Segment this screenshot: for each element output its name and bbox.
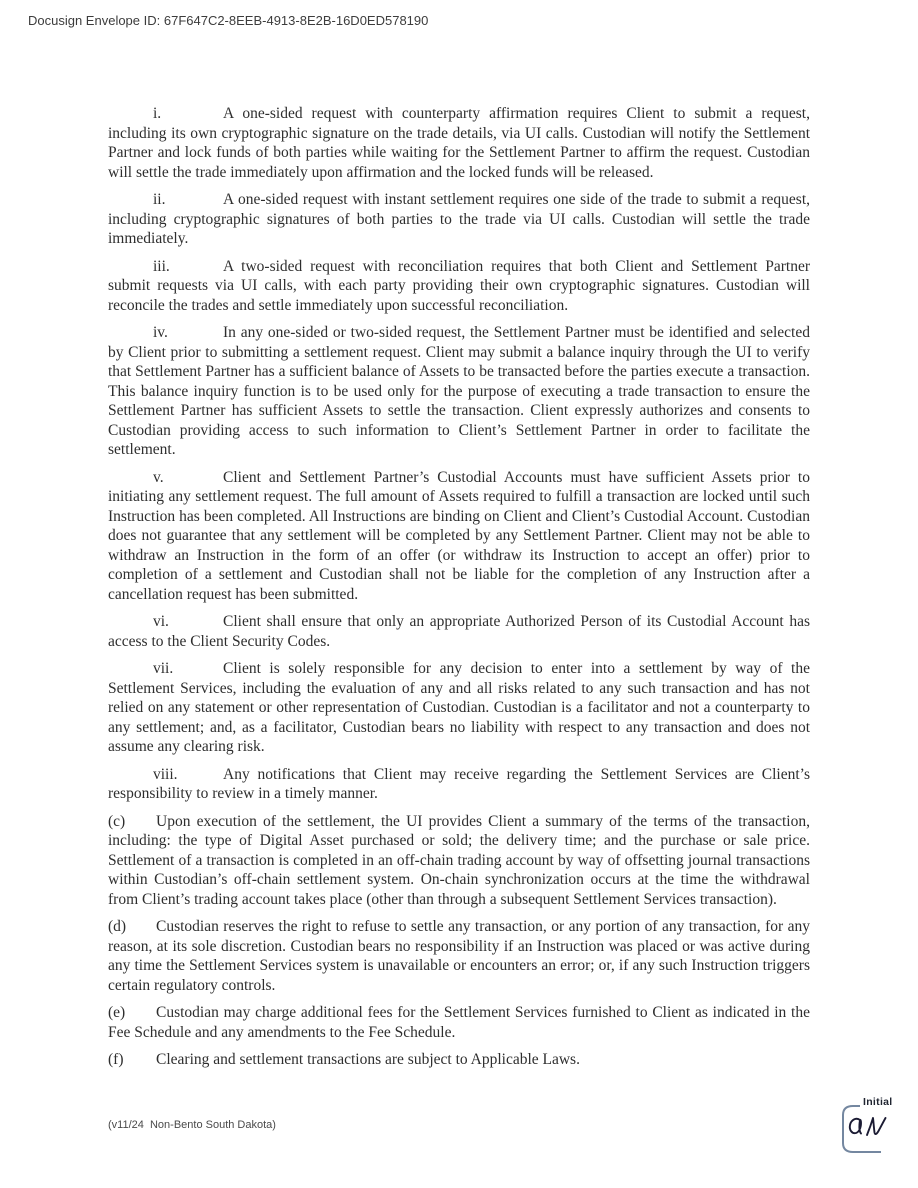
clause-text: A one-sided request with instant settlement requires one side of the trade to submit a request, including cryptographic signatures of both parties to the trade via UI calls. Custodian will settle the trade immediately.	[108, 191, 810, 247]
clause-text: In any one-sided or two-sided request, the Settlement Partner must be identified and selected by Client prior to submitting a settlement request. Client may submit a balance inquiry through the UI to verify that Settlement Partner has a sufficient balance of Assets to be transacted before the parties execute a transaction. This balance inquiry function is to be used only for the purpose of executing a trade transaction to ensure the Settlement Partner has sufficient Assets to settle the transaction. Client expressly authorizes and consents to Custodian providing access to such information to Client’s Settlement Partner in order to facilitate the settlement.	[108, 324, 810, 458]
document-version-footer: (v11/24 Non-Bento South Dakota)	[108, 1119, 276, 1131]
clause-marker: (c)	[108, 812, 126, 830]
clause-text: Custodian may charge additional fees for the Settlement Services furnished to Client as indicated in the Fee Schedule and any amendments to the Fee Schedule.	[108, 1004, 810, 1041]
clause-marker: v.	[153, 468, 164, 486]
clause-d	[108, 917, 810, 995]
clause-iv	[108, 323, 810, 460]
clause-text: Client shall ensure that only an appropriate Authorized Person of its Custodial Account has access to the Client Security Codes.	[108, 613, 810, 650]
clause-text: A one-sided request with counterparty affirmation requires Client to submit a request, including its own cryptographic signature on the trade details, via UI calls. Custodian will notify the Settlement Partner and lock funds of both parties while waiting for the Settlement Partner to affirm the request. Custodian will settle the trade immediately upon affirmation and the locked funds will be released.	[108, 105, 810, 181]
clause-text: Clearing and settlement transactions are subject to Applicable Laws.	[156, 1051, 580, 1068]
initial-tab-label: Initial	[863, 1096, 893, 1108]
clause-marker: (d)	[108, 918, 127, 935]
clause-vii	[108, 659, 810, 757]
initial-tab[interactable]	[840, 1096, 918, 1160]
docusign-envelope-id: Docusign Envelope ID: 67F647C2-8EEB-4913-8E2B-16D0ED578190	[28, 13, 429, 28]
clause-text: Client is solely responsible for any decision to enter into a settlement by way of the Settlement Services, including the evaluation of any and all risks related to any such transaction and has not relied on any statement or other representation of Custodian. Custodian is a facilitator and not a counterparty to any settlement; and, as a facilitator, Custodian bears no liability with respect to any transaction and does not assume any clearing risk.	[108, 660, 810, 755]
clause-i	[108, 104, 810, 182]
clause-marker: i.	[153, 105, 162, 122]
clause-text: A two-sided request with reconciliation requires that both Client and Settlement Partner submit requests via UI calls, with each party providing their own cryptographic signatures. Custodian will reconcile the trades and settle immediately upon successful reconciliation.	[108, 257, 810, 314]
clause-f	[108, 1050, 810, 1070]
clause-marker: vii.	[153, 660, 174, 677]
handwritten-initials	[846, 1110, 892, 1148]
clause-e	[108, 1003, 810, 1042]
clause-marker: iii.	[153, 257, 170, 275]
clause-v	[108, 468, 810, 605]
document-body	[108, 104, 810, 1078]
clause-vi	[108, 612, 810, 651]
clause-viii	[108, 765, 810, 804]
clause-c	[108, 812, 810, 910]
clause-marker: (f)	[108, 1051, 124, 1068]
clause-marker: viii.	[153, 765, 178, 783]
clause-text: Client and Settlement Partner’s Custodial Accounts must have sufficient Assets prior to initiating any settlement request. The full amount of Assets required to fulfill a transaction are locked until such Instruction has been completed. All Instructions are binding on Client and Client’s Custodial Account. Custodian does not guarantee that any settlement will be completed by any Settlement Partner. Client may not be able to withdraw an Instruction in the form of an offer (or withdraw its Instruction to accept an offer) prior to completion of a settlement and Custodian shall not be liable for the completion of any Instruction after a cancellation request has been submitted.	[108, 468, 810, 603]
clause-ii	[108, 190, 810, 249]
clause-marker: vi.	[153, 613, 169, 630]
clause-text: Any notifications that Client may receive regarding the Settlement Services are Client’s responsibility to review in a timely manner.	[108, 765, 810, 802]
clause-marker: iv.	[153, 324, 168, 341]
clause-text: Upon execution of the settlement, the UI provides Client a summary of the terms of the transaction, including: the type of Digital Asset purchased or sold; the delivery time; and the purchase or sale price. Settlement of a transaction is completed in an off-chain trading account by way of offsetting journal transactions within Custodian’s off-chain settlement system. On-chain synchronization occurs at the time the withdrawal from Client’s trading account takes place (other than through a subsequent Settlement Services transaction).	[108, 812, 810, 908]
clause-marker: (e)	[108, 1004, 126, 1021]
clause-text: Custodian reserves the right to refuse to settle any transaction, or any portion of any transaction, for any reason, at its sole discretion. Custodian bears no responsibility if an Instruction was placed or was active during any time the Settlement Services system is unavailable or encounters an error; or, if any such Instruction triggers certain regulatory controls.	[108, 918, 810, 994]
clause-iii	[108, 257, 810, 316]
clause-marker: ii.	[153, 191, 166, 208]
